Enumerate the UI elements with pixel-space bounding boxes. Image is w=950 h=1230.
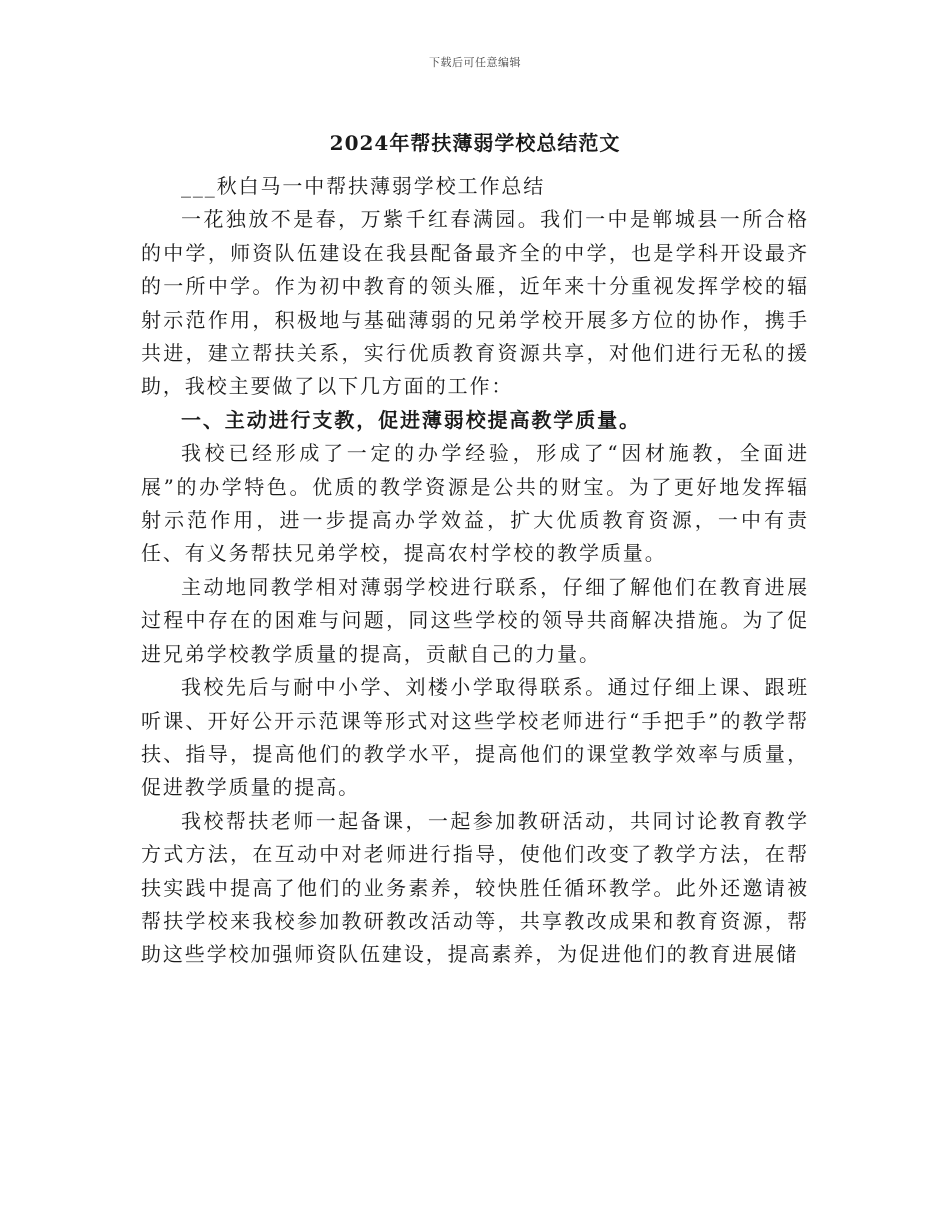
paragraph: 我校先后与耐中小学、刘楼小学取得联系。通过仔细上课、跟班听课、开好公开示范课等形式对这些学校老师进行“手把手”的教学帮扶、指导，提高他们的教学水平，提高他们的课堂教学效率与质量，促进教学质量的提高。: [141, 675, 809, 800]
paragraph: 主动地同教学相对薄弱学校进行联系，仔细了解他们在教育进展过程中存在的困难与问题，同这些学校的领导共商解决措施。为了促进兄弟学校教学质量的提高，贡献自己的力量。: [141, 574, 809, 666]
section-heading: 一、主动进行支教，促进薄弱校提高教学质量。: [181, 407, 641, 432]
paragraph: 我校帮扶老师一起备课，一起参加教研活动，共同讨论教育教学方式方法，在互动中对老师进行指导，使他们改变了教学方法，在帮扶实践中提高了他们的业务素养，较快胜任循环教学。此外还邀请被帮扶学校来我校参加教研教改活动等，共享教改成果和教育资源，帮助这些学校加强师资队伍建设，提高素养，为促进他们的教育进展储: [141, 808, 809, 967]
document-title: 2024年帮扶薄弱学校总结范文: [329, 131, 621, 155]
paragraph: 我校已经形成了一定的办学经验，形成了“因材施教，全面进展”的办学特色。优质的教学资源是公共的财宝。为了更好地发挥辐射示范作用，进一步提高办学效益，扩大优质教育资源，一中有责任、有义务帮扶兄弟学校，提高农村学校的教学质量。: [141, 441, 809, 566]
paragraph-subtitle: ___秋白马一中帮扶薄弱学校工作总结: [181, 174, 546, 198]
document-body: [141, 170, 809, 972]
paragraph-intro: 一花独放不是春，万紫千红春满园。我们一中是郸城县一所合格的中学，师资队伍建设在我县配备最齐全的中学，也是学科开设最齐的一所中学。作为初中教育的领头雁，近年来十分重视发挥学校的辐射示范作用，积极地与基础薄弱的兄弟学校开展多方位的协作，携手共进，建立帮扶关系，实行优质教育资源共享，对他们进行无私的援助，我校主要做了以下几方面的工作：: [141, 207, 809, 399]
header-note: 下载后可任意编辑: [429, 56, 521, 69]
